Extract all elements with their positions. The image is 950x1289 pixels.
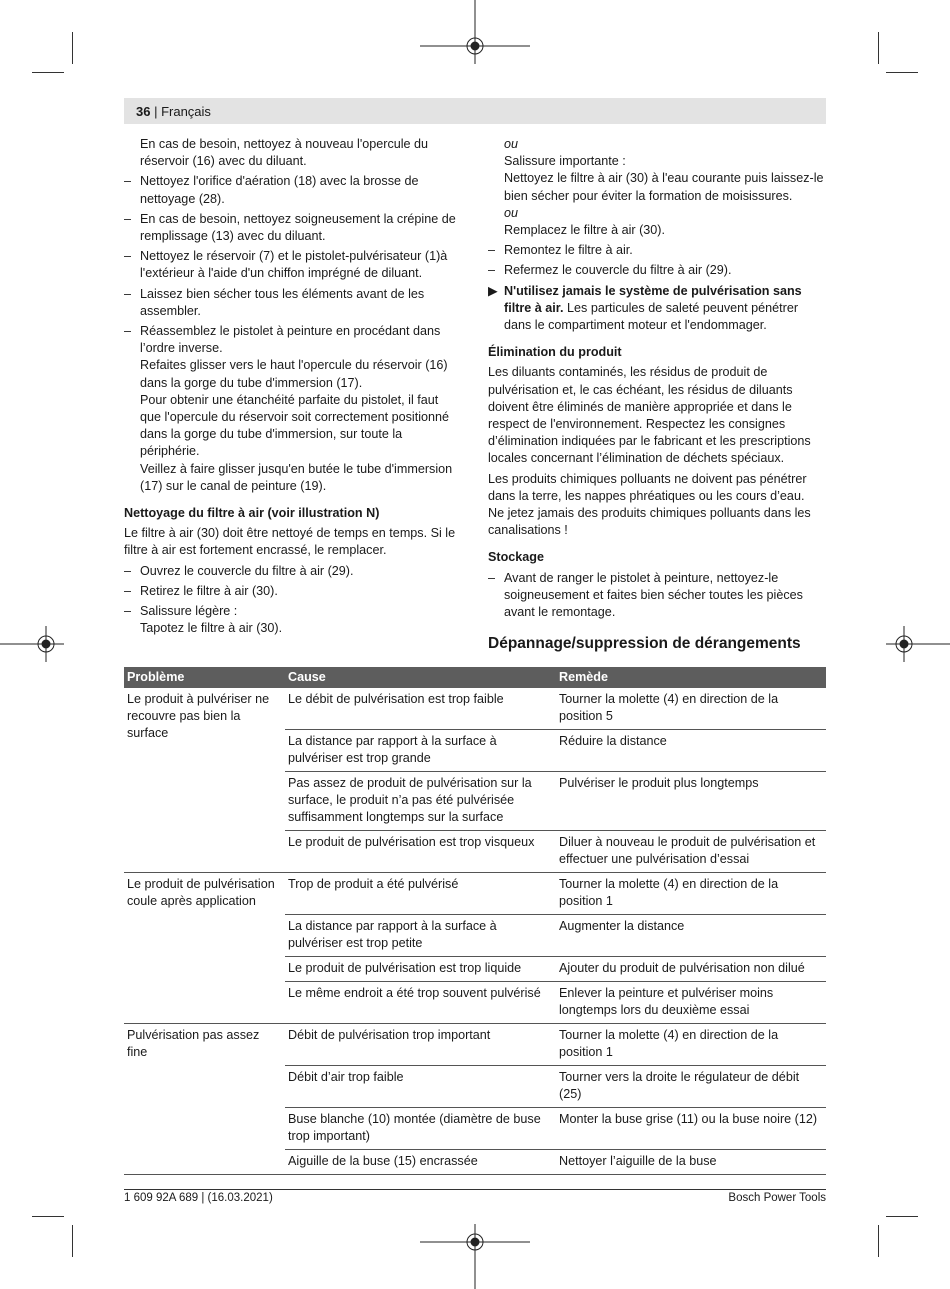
crop-mark (886, 1216, 918, 1217)
list-item: – Nettoyez l'orifice d'aération (18) avec la brosse de nettoyage (28). (124, 174, 419, 206)
crop-mark (878, 1225, 879, 1257)
heavy-dirt-label: Salissure importante : (504, 154, 626, 169)
list-item-text: Retirez le filtre à air (30). (140, 583, 278, 598)
list-item: – Retirez le filtre à air (30). (124, 583, 278, 598)
remedy-cell: Réduire la distance (556, 730, 826, 772)
problem-cell: Le produit de pulvérisation coule après application (124, 873, 285, 1024)
list-item-text: Laissez bien sécher tous les éléments avant de les assembler. (140, 286, 425, 318)
crop-mark (32, 1216, 64, 1217)
remedy-cell: Tourner la molette (4) en direction de la position 5 (556, 688, 826, 730)
left-column (124, 136, 460, 640)
remedy-cell: Tourner la molette (4) en direction de la position 1 (556, 1024, 826, 1066)
remedy-cell: Tourner vers la droite le régulateur de débit (25) (556, 1066, 826, 1108)
list-item-text: Remontez le filtre à air. (504, 243, 633, 258)
problem-cell: Pulvérisation pas assez fine (124, 1024, 285, 1175)
crop-mark (886, 72, 918, 73)
section-heading-filter: Nettoyage du filtre à air (voir illustration N) (124, 506, 380, 521)
page-number: 36 (136, 104, 151, 119)
or-label: ou (504, 205, 519, 220)
list-item-text: Réassemblez le pistolet à peinture en procédant dans l’ordre inverse. (140, 324, 441, 356)
list-item-text: Avant de ranger le pistolet à peinture, nettoyez-le soigneusement et faites bien sécher toutes les pièces avant le remontage. (504, 570, 803, 620)
remedy-cell: Ajouter du produit de pulvérisation non dilué (556, 957, 826, 982)
cause-cell: Débit de pulvérisation trop important (285, 1024, 556, 1066)
column-header-problem: Problème (124, 667, 285, 688)
list-item-text: Refermez le couvercle du filtre à air (29). (504, 263, 732, 278)
remedy-cell: Augmenter la distance (556, 915, 826, 957)
cause-cell: La distance par rapport à la surface à pulvériser est trop petite (285, 915, 556, 957)
list-item: – Refermez le couvercle du filtre à air (29). (488, 263, 732, 278)
remedy-cell: Monter la buse grise (11) ou la buse noire (12) (556, 1108, 826, 1150)
list-item-text: Nettoyez l'orifice d'aération (18) avec la brosse de nettoyage (28). (140, 174, 419, 206)
filter-intro: Le filtre à air (30) doit être nettoyé de temps en temps. Si le filtre à air est fortement encrassé, le remplacer. (124, 526, 456, 558)
list-item-text: Nettoyez le réservoir (7) et le pistolet-pulvérisateur (1)à l'extérieur à l'aide d'un chiffon imprégné de diluant. (140, 249, 448, 281)
light-dirt-action: Tapotez le filtre à air (30). (140, 621, 283, 636)
cause-cell: Buse blanche (10) montée (diamètre de buse trop important) (285, 1108, 556, 1150)
list-item: – Remontez le filtre à air. (488, 243, 633, 258)
list-item: – Ouvrez le couvercle du filtre à air (29). (124, 563, 354, 578)
cause-cell: Le même endroit a été trop souvent pulvérisé (285, 982, 556, 1024)
crop-mark (32, 72, 64, 73)
list-item-text: Ouvrez le couvercle du filtre à air (29). (140, 563, 354, 578)
reassembly-note: Veillez à faire glisser jusqu'en butée le tube d'immersion (17) sur le canal de peinture (19). (140, 461, 453, 493)
right-column (488, 136, 824, 652)
table-header-row (124, 667, 826, 688)
cause-cell: Le produit de pulvérisation est trop visqueux (285, 831, 556, 873)
language-label: Français (161, 104, 211, 119)
disposal-paragraph: Les diluants contaminés, les résidus de produit de pulvérisation et, le cas échéant, les résidus de diluants doivent être éliminés de manière appropriée et dans le respect de l'environnement. Respectez les consignes d’élimination indiquées par le fabricant et les prescriptions locales concernant l’élimination de déchets spéciaux. (488, 365, 811, 466)
list-item-text: En cas de besoin, nettoyez soigneusement la crépine de remplissage (13) avec du diluant. (140, 211, 456, 244)
list-item: – Avant de ranger le pistolet à peinture, nettoyez-le soigneusement et faites bien sécher toutes les pièces avant le remontage. (488, 570, 803, 620)
crop-mark (878, 32, 879, 64)
list-item: – Salissure légère : (124, 604, 238, 619)
warning-bold-text: N'utilisez jamais le système de pulvérisation sans filtre à air. (504, 283, 802, 315)
disposal-paragraph: Les produits chimiques polluants ne doivent pas pénétrer dans la terre, les nappes phréatiques ou les cours d’eau. Ne jetez jamais des produits chimiques polluants dans les canalisations ! (488, 471, 811, 538)
table-row (124, 688, 826, 730)
reassembly-note: Refaites glisser vers le haut l'opercule du réservoir (16) dans la gorge du tube d'immersion (17). (140, 358, 448, 390)
list-item-text: Salissure légère : (140, 604, 238, 619)
column-header-remedy: Remède (556, 667, 826, 688)
table-row (124, 873, 826, 915)
remedy-cell: Diluer à nouveau le produit de pulvérisation et effectuer une pulvérisation d’essai (556, 831, 826, 873)
warning-arrow-icon: ▶ (488, 283, 498, 298)
cause-cell: Débit d’air trop faible (285, 1066, 556, 1108)
warning-item (488, 283, 824, 335)
or-label: ou (504, 137, 519, 151)
problem-cell: Le produit à pulvériser ne recouvre pas bien la surface (124, 688, 285, 873)
list-item: – Laissez bien sécher tous les éléments avant de les assembler. (124, 286, 425, 318)
crop-mark (72, 32, 73, 64)
remedy-cell: Pulvériser le produit plus longtemps (556, 772, 826, 831)
column-header-cause: Cause (285, 667, 556, 688)
heavy-dirt-action: Nettoyez le filtre à air (30) à l'eau courante puis laissez-le bien sécher pour éviter la formation de moisissures. (504, 171, 824, 203)
section-heading-troubleshooting: Dépannage/suppression de dérangements (488, 635, 801, 653)
reassembly-note: Pour obtenir une étanchéité parfaite du pistolet, il faut que l'opercule du réservoir soit correctement positionné dans la gorge du tube d'immersion, sur toute la périphérie. (140, 392, 450, 459)
table-row (124, 1024, 826, 1066)
cause-cell: Trop de produit a été pulvérisé (285, 873, 556, 915)
cause-cell: Aiguille de la buse (15) encrassée (285, 1150, 556, 1175)
remedy-cell: Nettoyer l’aiguille de la buse (556, 1150, 826, 1175)
brand-name: Bosch Power Tools (728, 1192, 826, 1204)
cause-cell: La distance par rapport à la surface à pulvériser est trop grande (285, 730, 556, 772)
header-band (124, 98, 826, 124)
warning-text: Les particules de saleté peuvent pénétrer dans le compartiment moteur et l'endommager. (504, 300, 799, 333)
list-item: – Réassemblez le pistolet à peinture en procédant dans l’ordre inverse. (124, 324, 441, 356)
doc-reference: 1 609 92A 689 | (16.03.2021) (124, 1192, 273, 1204)
troubleshooting-table (124, 667, 826, 1175)
cause-cell: Pas assez de produit de pulvérisation sur la surface, le produit n’a pas été pulvérisée suffisamment longtemps sur la surface (285, 772, 556, 831)
list-item: – En cas de besoin, nettoyez soigneusement la crépine de remplissage (13) avec du diluant. (124, 211, 456, 244)
intro-text: En cas de besoin, nettoyez à nouveau l'opercule du réservoir (16) avec du diluant. (140, 137, 429, 169)
crop-mark (72, 1225, 73, 1257)
page-header: 36 | Français (136, 104, 211, 119)
remedy-cell: Tourner la molette (4) en direction de la position 1 (556, 873, 826, 915)
section-heading-disposal: Élimination du produit (488, 345, 622, 360)
replace-action: Remplacez le filtre à air (30). (504, 223, 665, 238)
cause-cell: Le débit de pulvérisation est trop faible (285, 688, 556, 730)
list-item: – Nettoyez le réservoir (7) et le pistolet-pulvérisateur (1)à l'extérieur à l'aide d'un chiffon imprégné de diluant. (124, 249, 448, 281)
cause-cell: Le produit de pulvérisation est trop liquide (285, 957, 556, 982)
remedy-cell: Enlever la peinture et pulvériser moins longtemps lors du deuxième essai (556, 982, 826, 1024)
section-heading-storage: Stockage (488, 550, 544, 565)
